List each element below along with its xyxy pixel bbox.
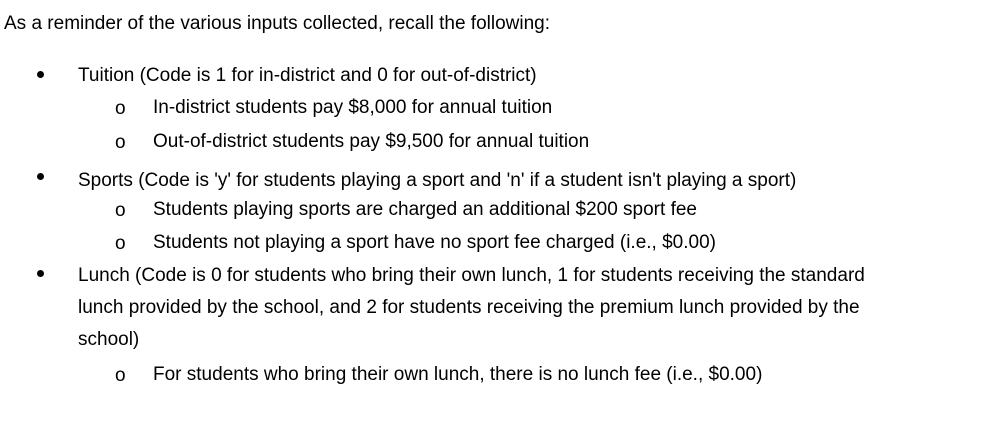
sports-playing: Students playing sports are charged an additional $200 sport fee [153, 199, 697, 220]
tuition-in-district: In-district students pay $8,000 for annual tuition [153, 97, 553, 118]
lunch-item-line-2: lunch provided by the school, and 2 for students receiving the premium lunch provided by the [78, 297, 860, 318]
lunch-item-line-1: Lunch (Code is 0 for students who bring their own lunch, 1 for students receiving the standard [78, 265, 865, 286]
lunch-item-line-3: school) [78, 329, 140, 350]
lunch-own-lunch: For students who bring their own lunch, there is no lunch fee (i.e., $0.00) [153, 364, 763, 385]
circle-marker-icon: o [115, 233, 126, 254]
bullet-icon [37, 270, 44, 277]
circle-marker-icon: o [115, 98, 126, 119]
tuition-item: Tuition (Code is 1 for in-district and 0 for out-of-district) [78, 65, 537, 86]
circle-marker-icon: o [115, 200, 126, 221]
sports-item: Sports (Code is 'y' for students playing a sport and 'n' if a student isn't playing a sport) [78, 170, 797, 191]
bullet-icon [37, 173, 44, 180]
bullet-icon [37, 71, 44, 78]
intro-text: As a reminder of the various inputs collected, recall the following: [4, 13, 550, 34]
tuition-out-of-district: Out-of-district students pay $9,500 for annual tuition [153, 131, 590, 152]
circle-marker-icon: o [115, 365, 126, 386]
sports-not-playing: Students not playing a sport have no sport fee charged (i.e., $0.00) [153, 232, 716, 253]
circle-marker-icon: o [115, 132, 126, 153]
